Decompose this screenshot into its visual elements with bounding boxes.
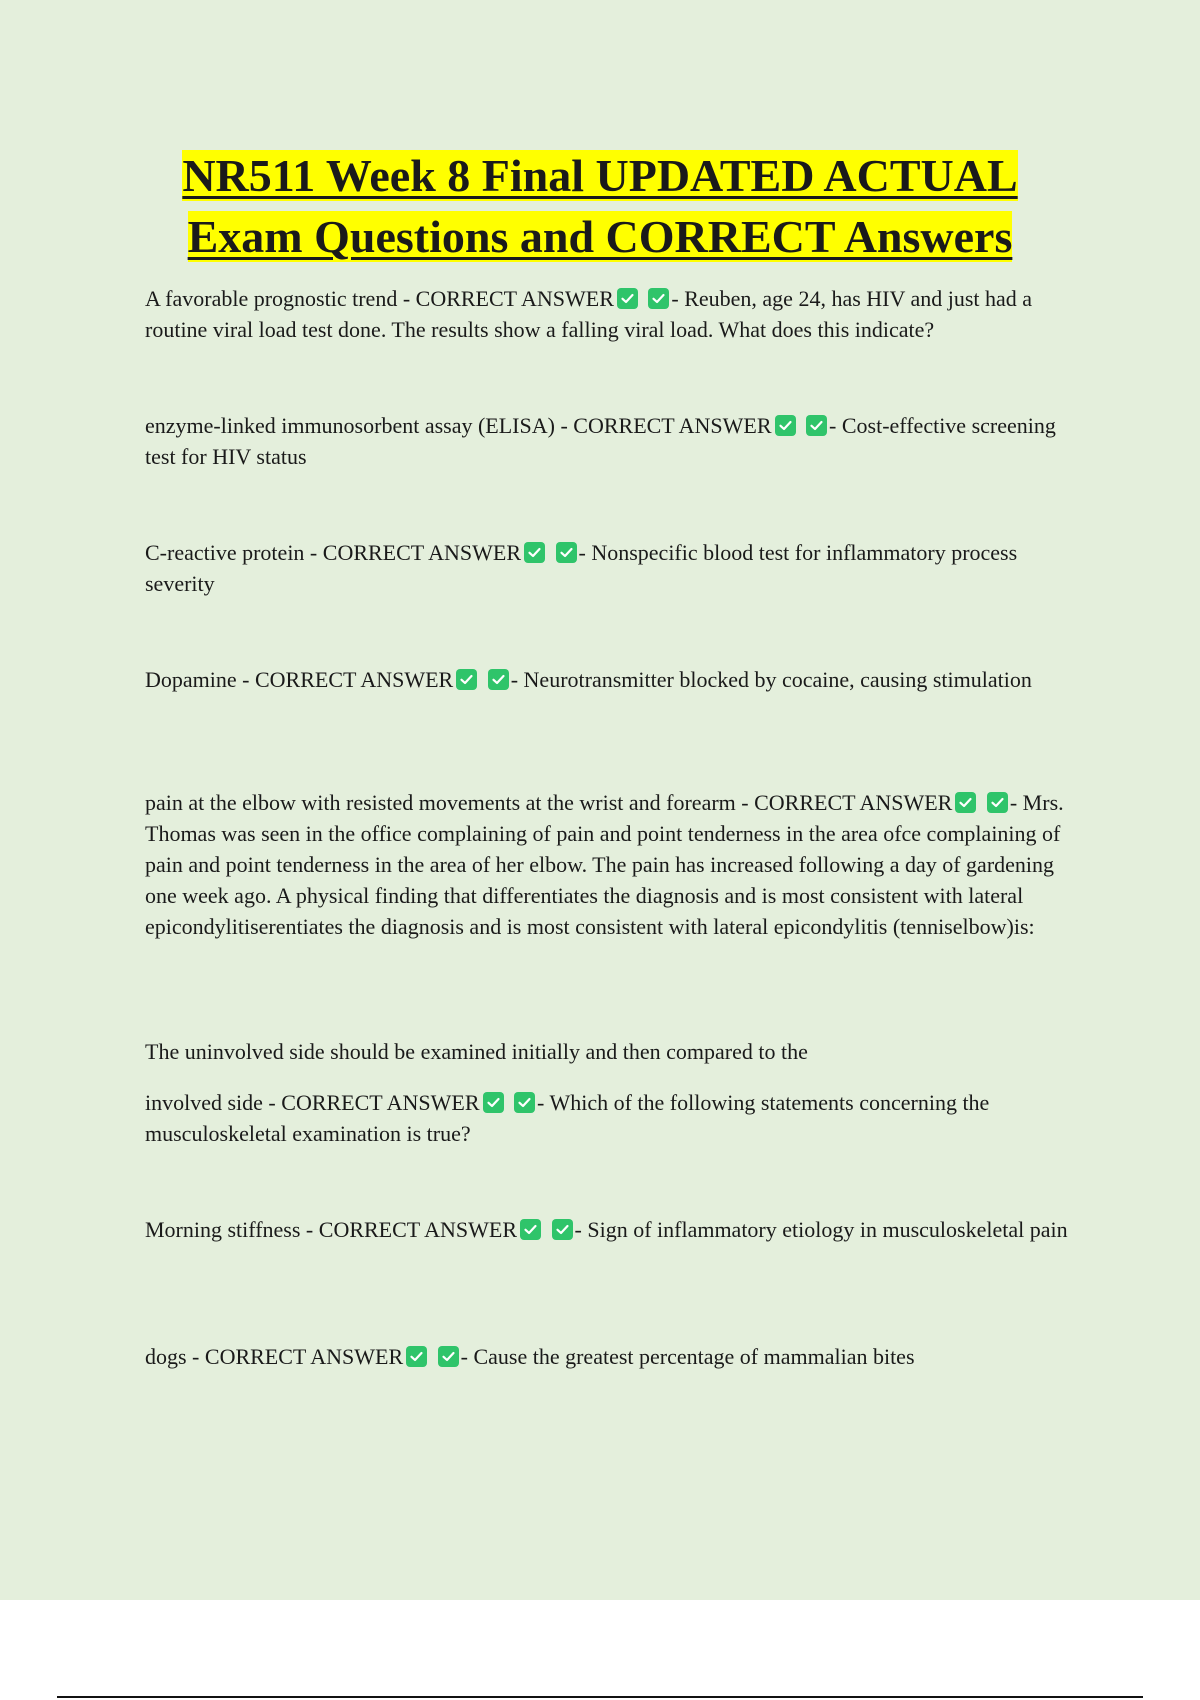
question-text: - Cost-effective screening test for HIV status — [145, 413, 1056, 469]
check-icon — [617, 288, 638, 309]
question-text: - Which of the following statements concerning the musculoskeletal examination is true? — [145, 1090, 990, 1146]
answer-text: The uninvolved side should be examined initially and then compared to the — [145, 1039, 808, 1064]
qa-item — [145, 1087, 1080, 1149]
check-icon — [483, 1092, 504, 1113]
title-line-2: Exam Questions and CORRECT Answers — [187, 211, 1013, 262]
check-icon — [552, 1219, 573, 1240]
check-icon — [438, 1346, 459, 1367]
question-text: - Cause the greatest percentage of mammalian bites — [460, 1344, 915, 1369]
check-icon — [648, 288, 669, 309]
qa-item — [145, 1214, 1080, 1245]
check-icon — [456, 669, 477, 690]
question-text: - Reuben, age 24, has HIV and just had a routine viral load test done. The results show a falling viral load. What does this indicate? — [145, 286, 1033, 342]
check-icon — [806, 415, 827, 436]
correct-label: CORRECT ANSWER — [318, 1217, 518, 1242]
qa-item — [145, 410, 1080, 472]
answer-text: pain at the elbow with resisted movements at the wrist and forearm - — [145, 790, 755, 815]
answer-text: A favorable prognostic trend - — [145, 286, 416, 311]
question-text: - Neurotransmitter blocked by cocaine, causing stimulation — [510, 667, 1032, 692]
title-line-1: NR511 Week 8 Final UPDATED ACTUAL — [182, 150, 1018, 201]
question-text: - Sign of inflammatory etiology in musculoskeletal pain — [574, 1217, 1068, 1242]
check-icon — [524, 542, 545, 563]
qa-item — [145, 664, 1080, 695]
correct-label: CORRECT ANSWER — [415, 286, 614, 311]
check-icon — [987, 792, 1008, 813]
question-text: - Mrs. Thomas was seen in the office complaining of pain and point tenderness in the area ofce complaining of pain and point tenderness in the area of her elbow. The pain has increased following a day of gardening one week ago. A physical finding that differentiates the diagnosis and is most consistent with lateral epicondylitiserentiates the diagnosis and is most consistent with lateral epicondylitis (tenniselbow)is: — [145, 790, 1064, 939]
question-text: - Nonspecific blood test for inflammatory process severity — [145, 540, 1018, 596]
answer-text: C-reactive protein - — [145, 540, 323, 565]
qa-item — [145, 283, 1080, 345]
qa-item — [145, 1341, 1080, 1372]
check-icon — [488, 669, 509, 690]
answer-text: involved side - — [145, 1090, 282, 1115]
check-icon — [514, 1092, 535, 1113]
answer-text: Morning stiffness - — [145, 1217, 319, 1242]
answer-text: enzyme-linked immunosorbent assay (ELISA) - — [145, 413, 574, 438]
document-title — [0, 145, 1200, 267]
correct-label: CORRECT ANSWER — [573, 413, 772, 438]
check-icon — [955, 792, 976, 813]
correct-label: CORRECT ANSWER — [204, 1344, 404, 1369]
correct-label: CORRECT ANSWER — [754, 790, 953, 815]
qa-item-line — [145, 1036, 1080, 1067]
check-icon — [406, 1346, 427, 1367]
check-icon — [556, 542, 577, 563]
qa-item — [145, 787, 1080, 942]
answer-text: dogs - — [145, 1344, 205, 1369]
footer-divider — [57, 1696, 1143, 1698]
correct-label: CORRECT ANSWER — [281, 1090, 480, 1115]
qa-item — [145, 537, 1080, 599]
check-icon — [520, 1219, 541, 1240]
correct-label: CORRECT ANSWER — [322, 540, 522, 565]
correct-label: CORRECT ANSWER — [254, 667, 454, 692]
answer-text: Dopamine - — [145, 667, 255, 692]
check-icon — [775, 415, 796, 436]
